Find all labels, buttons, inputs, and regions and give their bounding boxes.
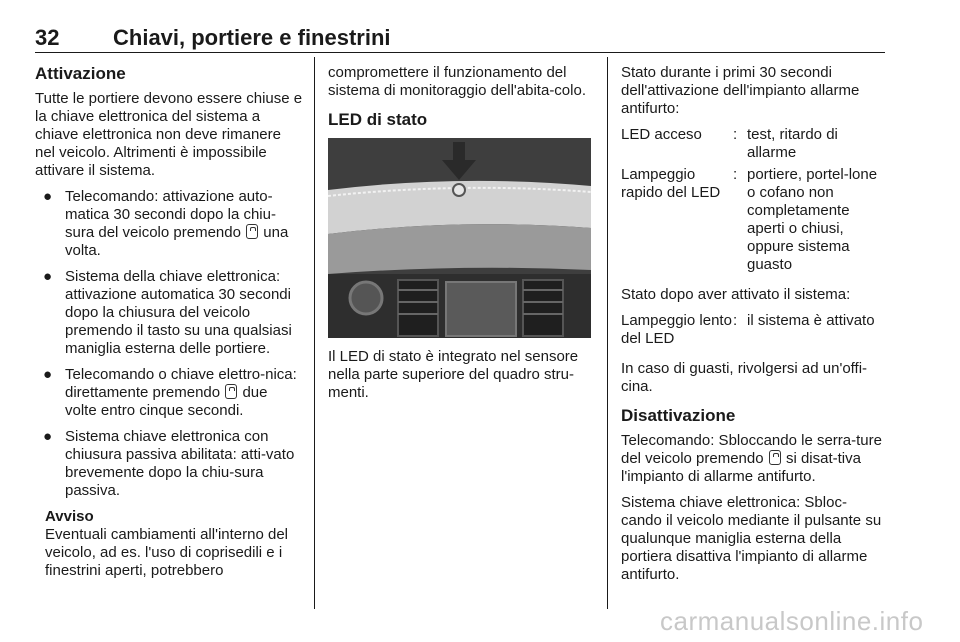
dashboard-illustration [328,138,591,338]
deactivation-remote: Telecomando: Sbloccando le serra-ture del veicolo premendo si disat-tiva l'impianto di allarme antifurto. [621,432,882,485]
bullet-icon: ● [43,188,53,205]
kv-key: Lampeggio lento del LED [621,312,732,347]
status-table-after [621,312,886,352]
list-item: ● Telecomando: attivazione auto-matica 30 secondi dopo la chiu-sura del veicolo premendo una volta. [43,188,289,259]
heading-attivazione: Attivazione [35,64,126,83]
list-item: ● Sistema chiave elettronica con chiusura passiva abilitata: atti-vato brevemente dopo la chiu-sura passiva. [43,428,295,499]
bullet-icon: ● [43,366,53,383]
continuation-text: compromettere il funzionamento del sistema di monitoraggio dell'abita-colo. [328,64,586,99]
key-lock-icon [246,224,258,239]
kv-value: il sistema è attivato [747,312,875,329]
kv-colon: : [733,166,738,183]
bullet-icon: ● [43,268,53,285]
list-item: ● Sistema della chiave elettronica: attivazione automatica 30 secondi dopo la chiusura del veicolo premendo il tasto su una qualsiasi maniglia esterna delle portiere. [43,268,292,357]
column-3 [621,64,886,592]
bullet-list [35,188,303,500]
heading-led-di-stato: LED di stato [328,110,428,129]
header-rule [35,52,885,53]
status-after: Stato dopo aver attivato il sistema: [621,286,851,303]
bullet-icon: ● [43,428,53,445]
kv-colon: : [733,312,738,329]
fault-text: In caso di guasti, rivolgersi ad un'offi-cina. [621,360,868,395]
key-unlock-icon [769,450,781,465]
status-first-30s: Stato durante i primi 30 secondi dell'attivazione dell'impianto allarme antifurto: [621,64,860,117]
page-header [35,25,885,51]
kv-colon: : [733,126,738,143]
intro-paragraph: Tutte le portiere devono essere chiuse e la chiave elettronica del sistema a chiave elettronica non deve rimanere nel veicolo. Altrimenti è impossibile attivare il sistema. [35,90,303,179]
note-title: Avviso [45,508,94,525]
kv-key: LED acceso [621,126,702,143]
note-text: Eventuali cambiamenti all'interno del veicolo, ad es. l'uso di coprisedili e i finestrini aperti, potrebbero [45,526,288,579]
note-box [35,508,303,580]
heading-disattivazione: Disattivazione [621,406,736,425]
deactivation-key-system: Sistema chiave elettronica: Sbloc-cando il veicolo mediante il pulsante su qualunque maniglia esterna della portiera disattiva l'impianto di allarme antifurto. [621,494,882,583]
column-divider-1 [314,57,315,609]
page-number: 32 [35,25,60,50]
figure-caption: Il LED di stato è integrato nel sensore nella parte superiore del quadro stru-menti. [328,348,579,401]
key-lock-icon [225,384,237,399]
column-1 [35,64,303,580]
column-2 [328,64,593,410]
kv-key: Lampeggio rapido del LED [621,166,721,201]
status-table-first [621,126,886,278]
column-divider-2 [607,57,608,609]
kv-value: portiere, portel-lone o cofano non completamente aperti o chiusi, oppure sistema guasto [747,166,878,273]
list-item: ● Telecomando o chiave elettro-nica: direttamente premendo due volte entro cinque secondi. [43,366,297,419]
dashboard-figure [328,138,591,338]
watermark: carmanualsonline.info [660,606,924,636]
section-title: Chiavi, portiere e finestrini [113,25,391,50]
kv-value: test, ritardo di allarme [747,126,838,161]
